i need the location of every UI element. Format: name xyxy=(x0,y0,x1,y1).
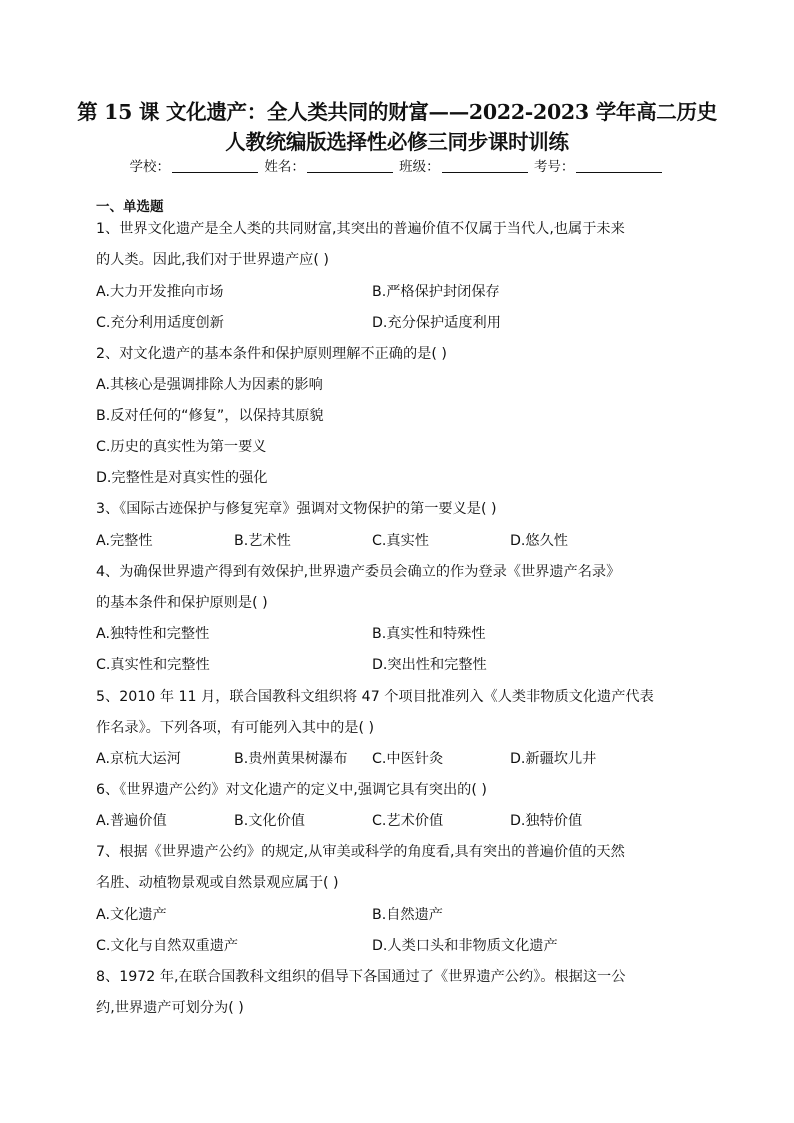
q6-option-b: B.文化价值 xyxy=(234,813,305,829)
student-info-row xyxy=(0,155,794,175)
q5-option-c: C.中医针灸 xyxy=(372,751,444,767)
q3-option-a: A.完整性 xyxy=(96,533,153,549)
section-heading: 一、单选题 xyxy=(96,199,164,215)
q7-option-c: C.文化与自然双重遗产 xyxy=(96,938,239,954)
q4-option-c: C.真实性和完整性 xyxy=(96,657,210,673)
q3-option-c: C.真实性 xyxy=(372,533,429,549)
q5-option-d: D.新疆坎儿井 xyxy=(510,751,597,767)
q1-option-a: A.大力开发推向市场 xyxy=(96,284,224,300)
school-label: 学校： xyxy=(129,159,171,175)
name-blank xyxy=(307,159,393,173)
q7-option-d: D.人类口头和非物质文化遗产 xyxy=(372,938,558,954)
school-blank xyxy=(172,159,258,173)
q4-option-b: B.真实性和特殊性 xyxy=(372,626,486,642)
q6-option-a: A.普遍价值 xyxy=(96,813,167,829)
question-8-line2: 约,世界遗产可划分为( ) xyxy=(96,1000,244,1016)
q5-option-a: A.京杭大运河 xyxy=(96,751,181,767)
question-4-line2: 的基本条件和保护原则是( ) xyxy=(96,595,268,611)
q5-option-b: B.贵州黄果树瀑布 xyxy=(234,751,348,767)
q1-option-c: C.充分利用适度创新 xyxy=(96,315,224,331)
name-label: 姓名： xyxy=(264,159,305,175)
question-7-line1: 7、根据《世界遗产公约》的规定,从审美或科学的角度看,具有突出的普遍价值的天然 xyxy=(96,844,625,860)
class-blank xyxy=(442,159,528,173)
page-title-line1: 第 15 课 文化遗产：全人类共同的财富——2022-2023 学年高二历史 xyxy=(77,100,717,124)
question-6-line1: 6、《世界遗产公约》对文化遗产的定义中,强调它具有突出的( ) xyxy=(96,782,487,798)
q2-option-a: A.其核心是强调排除人为因素的影响 xyxy=(96,377,323,393)
exam-number-blank xyxy=(576,159,662,173)
q4-option-a: A.独特性和完整性 xyxy=(96,626,210,642)
question-5-line1: 5、2010 年 11 月，联合国教科文组织将 47 个项目批准列入《人类非物质文化遗产代表 xyxy=(96,689,654,705)
question-5-line2: 作名录》。下列各项，有可能列入其中的是( ) xyxy=(96,720,375,736)
page-title-line2: 人教统编版选择性必修三同步课时训练 xyxy=(225,130,569,154)
question-7-line2: 名胜、动植物景观或自然景观应属于( ) xyxy=(96,875,339,891)
exam-number-label: 考号： xyxy=(533,159,575,175)
q3-option-d: D.悠久性 xyxy=(510,533,568,549)
question-3-line1: 3、《国际古迹保护与修复宪章》强调对文物保护的第一要义是( ) xyxy=(96,501,497,517)
question-2-line1: 2、对文化遗产的基本条件和保护原则理解不正确的是( ) xyxy=(96,346,447,362)
question-1-line1: 1、世界文化遗产是全人类的共同财富,其突出的普遍价值不仅属于当代人,也属于未来 xyxy=(96,221,625,237)
q2-option-c: C.历史的真实性为第一要义 xyxy=(96,439,267,455)
q6-option-d: D.独特价值 xyxy=(510,813,583,829)
question-1-line2: 的人类。因此,我们对于世界遗产应( ) xyxy=(96,252,329,268)
q4-option-d: D.突出性和完整性 xyxy=(372,657,487,673)
q1-option-d: D.充分保护适度利用 xyxy=(372,315,501,331)
question-8-line1: 8、1972 年,在联合国教科文组织的倡导下各国通过了《世界遗产公约》。根据这一公 xyxy=(96,969,626,985)
q7-option-b: B.自然遗产 xyxy=(372,907,443,923)
q1-option-b: B.严格保护封闭保存 xyxy=(372,284,500,300)
class-label: 班级： xyxy=(399,159,440,175)
q3-option-b: B.艺术性 xyxy=(234,533,291,549)
q6-option-c: C.艺术价值 xyxy=(372,813,444,829)
q7-option-a: A.文化遗产 xyxy=(96,907,167,923)
q2-option-b: B.反对任何的“修复”，以保持其原貌 xyxy=(96,408,324,424)
question-4-line1: 4、为确保世界遗产得到有效保护,世界遗产委员会确立的作为登录《世界遗产名录》 xyxy=(96,564,621,580)
q2-option-d: D.完整性是对真实性的强化 xyxy=(96,470,268,486)
